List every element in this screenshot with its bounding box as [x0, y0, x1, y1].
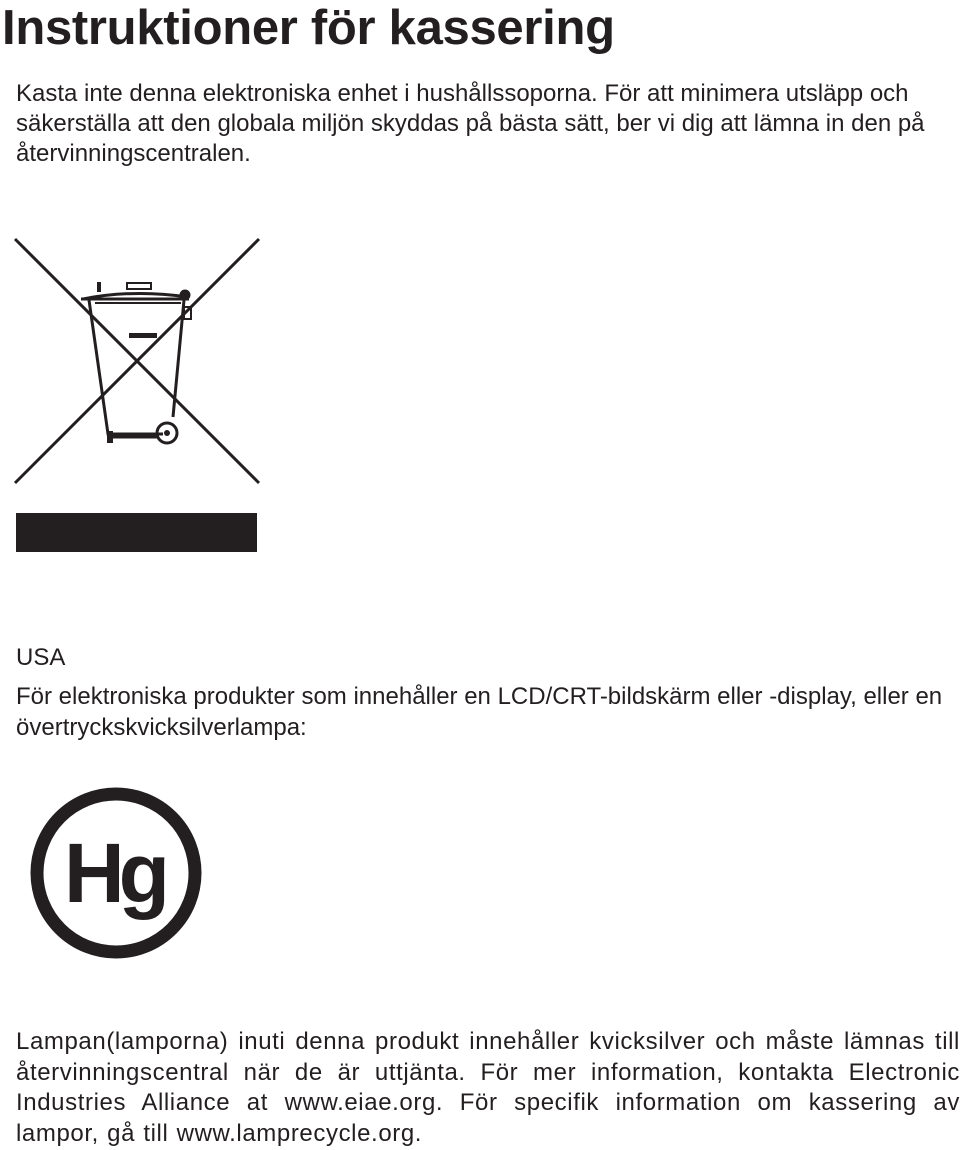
usa-paragraph: För elektroniska produkter som innehåller en LCD/CRT-bildskärm eller -display, eller en övertryckskvicksilverlampa: [16, 683, 943, 741]
weee-black-bar [16, 513, 257, 552]
crossed-out-wheelie-bin-icon [13, 237, 261, 485]
lamp-paragraph: Lampan(lamporna) inuti denna produkt innehåller kvicksilver och måste lämnas till återvinningscentral när de är uttjänta. För mer information, kontakta Electronic Industries Alliance at www.eiae.org. För specifik information om kassering av lampor, gå till www.lamprecycle.org. [16, 1028, 960, 1147]
hg-mercury-circle-icon [28, 778, 204, 968]
intro-paragraph: Kasta inte denna elektroniska enhet i hushållssoporna. För att minimera utsläpp och säkerställa att den globala miljön skyddas på bästa sätt, ber vi dig att lämna in den på återvinningscentralen. [16, 80, 925, 167]
page-title: Instruktioner för kassering [2, 1, 615, 55]
region-heading-usa: USA [16, 644, 66, 671]
hg-symbol-text: Hg [64, 826, 164, 920]
